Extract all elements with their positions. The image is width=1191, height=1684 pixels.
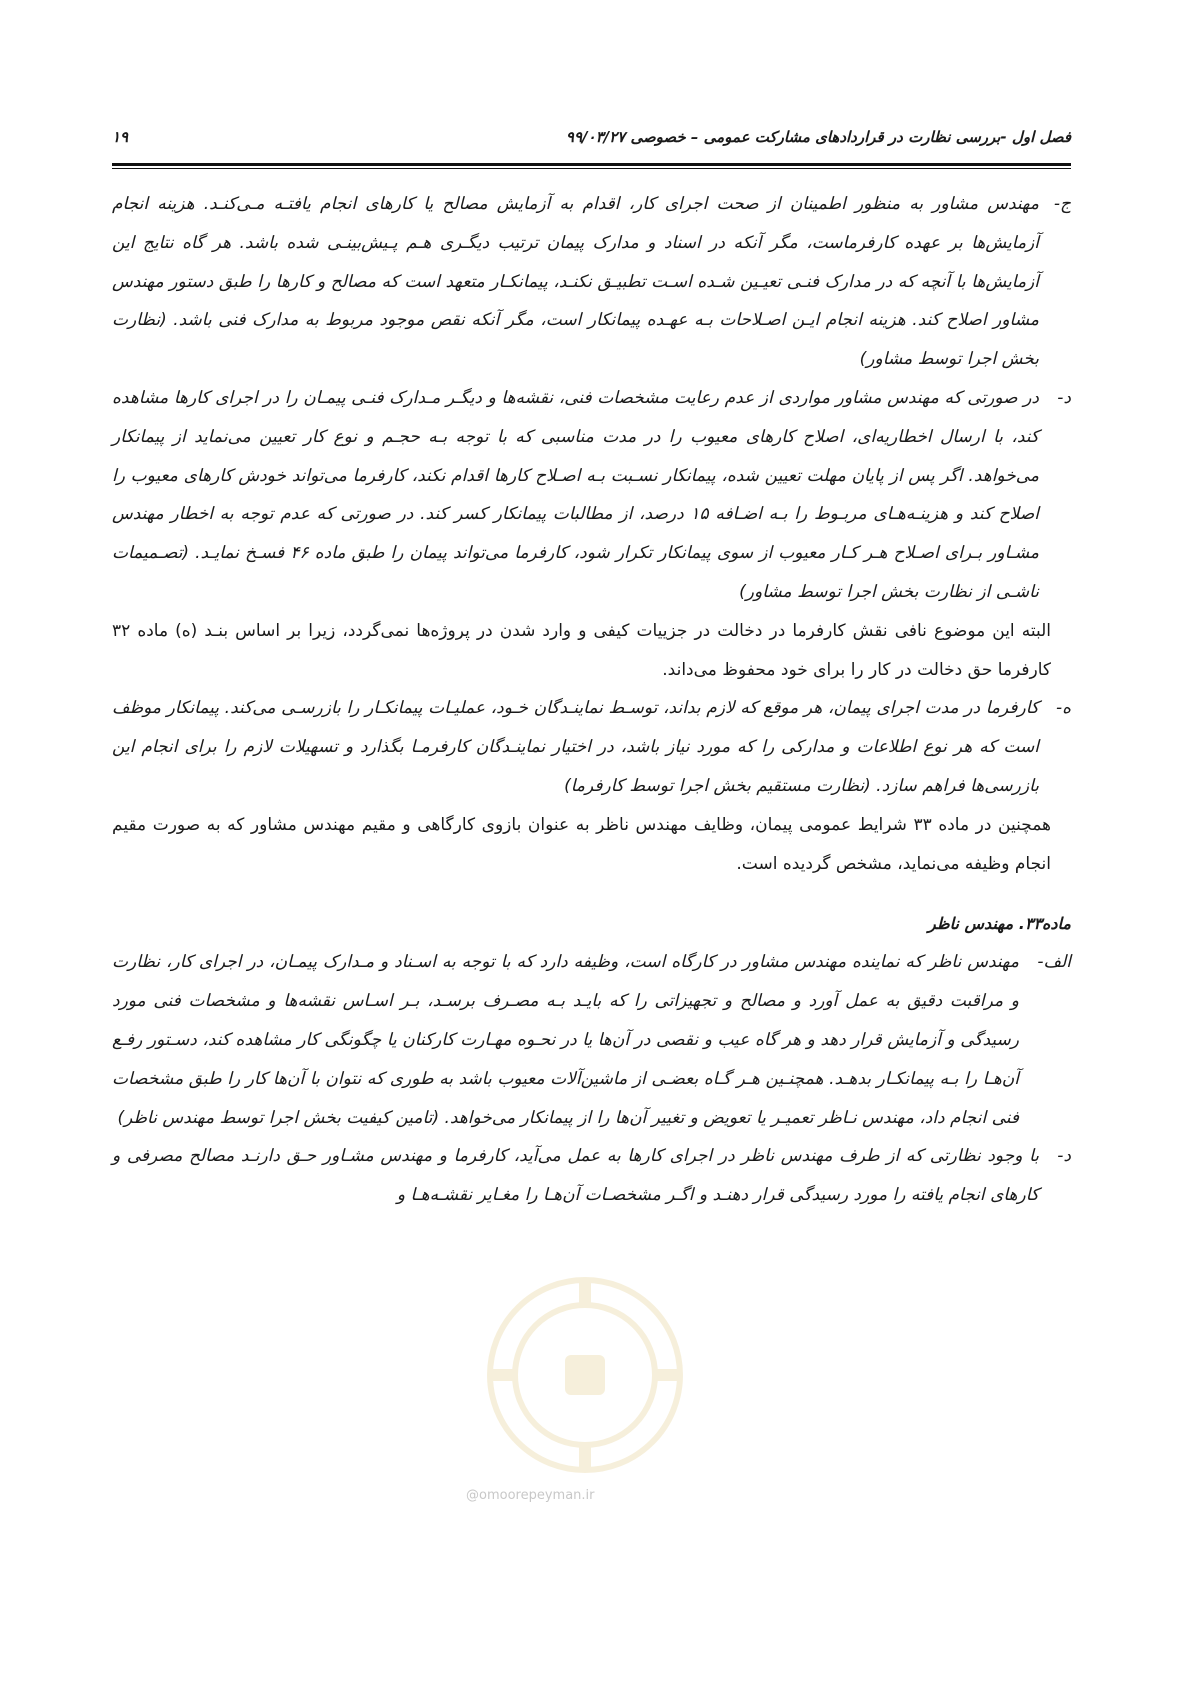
- clause-d-first: [112, 379, 1071, 612]
- main-content: [112, 185, 1071, 1215]
- header-rule-thin: [112, 168, 1071, 169]
- clause-marker: الف-: [1037, 952, 1071, 973]
- clause-marker: ه-: [1055, 698, 1071, 719]
- clause-marker: د-: [1057, 387, 1071, 408]
- clause-text: در صورتی که مهندس مشاور مواردی از عدم رعایت مشخصات فنی، نقشه‌ها و دیگـر مـدارک فنـی پیمـان را در اجرای کارها مشاهده کند، با ارسال اخطاریه‌ای، اصلاح کارهای معیوب را در مدت مناسبی که با توجه بـه حجـم و نوع کار تعیین می‌نماید از پیمانکار می‌خواهد. اگر پس از پایان مهلت تعیین شده، پیمانکار نسـبت بـه اصـلاح کارها اقدام نکند، کارفرما می‌تواند خودش کارهای معیوب را اصلاح کند و هزینـه‌هـای مربـوط را بـه اضـافه ۱۵ درصد، از مطالبات پیمانکار کسر کند. در صورتی که عدم توجه به اخطار مهندس مشـاور بـرای اصـلاح هـر کـار معیوب از سوی پیمانکار تکرار شود، کارفرما می‌تواند پیمان را طبق ماده ۴۶ فسـخ نمایـد. (تصـمیمات ناشـی از نظارت بخش اجرا توسط مشاور): [112, 387, 1039, 602]
- clause-text: مهندس مشاور به منظور اطمینان از صحت اجرای کار، اقدام به آزمایش مصالح یا کارهای انجام یافتـه مـی‌کنـد. هزینه انجام آزمایش‌ها بر عهده کارفرماست، مگر آنکه در اسناد و مدارک پیمان ترتیب دیگـری هـم پـیش‌بینـی شده باشد. هر گاه نتایج این آزمایش‌ها با آنچه که در مدارک فنـی تعیـین شـده اسـت تطبیـق نکنـد، پیمانکـار متعهد است که مصالح و کارها را طبق دستور مهندس مشاور اصلاح کند. هزینه انجام ایـن اصـلاحات بـه عهـده پیمانکار است، مگر آنکه نقص موجود مربوط به مدارک فنی باشد. (نظارت بخش اجرا توسط مشاور): [112, 194, 1039, 370]
- clause-marker: ج-: [1053, 194, 1071, 214]
- section-heading: ماده۳۳. مهندس ناظر: [928, 914, 1071, 934]
- clause-text: کارفرما در مدت اجرای پیمان، هر موقع که لازم بداند، توسـط نماینـدگان خـود، عملیـات پیمانکـار را بازرسـی می‌کند. پیمانکار موظف است که هر نوع اطلاعات و مدارکی را که مورد نیاز باشد، در اختیار نماینـدگان کارفرمـا بگذارد و تسهیلات لازم را برای انجام این بازرسی‌ها فراهم سازد. (نظارت مستقیم بخش اجرا توسط کارفرما): [112, 698, 1039, 796]
- clause-d-second: [112, 1137, 1071, 1215]
- clause-h: [112, 689, 1071, 805]
- page-header: [112, 128, 1071, 158]
- clause-text: مهندس ناظر که نماینده مهندس مشاور در کارگاه است، وظیفه دارد که با توجه به اسـناد و مـدارک پیمـان، در اجرای کار، نظارت و مراقبت دقیق به عمل آورد و مصالح و تجهیزاتی را که بایـد بـه مصـرف برسـد، بـر اسـاس نقشه‌ها و مشخصات فنی مورد رسیدگی و آزمایش قرار دهد و هر گاه عیب و نقصی در آن‌ها یا در نحـوه مهـارت کارکنان یا چگونگی کار مشاهده کند، دسـتور رفـع آن‌هـا را بـه پیمانکـار بدهـد. همچنـین هـر گـاه بعضـی از ماشین‌آلات معیوب باشد به طوری که نتوان با آن‌ها کار را طبق مشخصات فنی انجام داد، مهندس نـاظر تعمیـر یا تعویض و تغییر آن‌ها را از پیمانکار می‌خواهد. (تامین کیفیت بخش اجرا توسط مهندس ناظر): [112, 952, 1019, 1128]
- seal-logo-icon: [455, 1260, 715, 1500]
- clause-j: [112, 185, 1071, 379]
- header-rule: [112, 163, 1071, 166]
- clause-marker: د-: [1057, 1146, 1071, 1167]
- page-number: ۱۹: [112, 128, 129, 146]
- clause-alef: [112, 943, 1071, 1137]
- paragraph-article33-intro: همچنین در ماده ۳۳ شرایط عمومی پیمان، وظایف مهندس ناظر به عنوان بازوی کارگاهی و مقیم مهندس مشاور که به صورت مقیم انجام وظیفه می‌نماید، مشخص گردیده است.: [112, 814, 1051, 874]
- paragraph-note: البته این موضوع نافی نقش کارفرما در دخالت در جزییات کیفی و وارد شدن در پروژه‌ها نمی‌گردد، زیرا بر اساس بنـد (ه) ماده ۳۲ کارفرما حق دخالت در کار را برای خود محفوظ می‌داند.: [112, 620, 1051, 680]
- watermark-url: @omoorepeyman.ir: [466, 1488, 595, 1503]
- at-sign-icon: @: [466, 1488, 479, 1503]
- clause-text: با وجود نظارتی که از طرف مهندس ناظر در اجرای کارها به عمل می‌آید، کارفرما و مهندس مشـاور حـق دارنـد مصالح مصرفی و کارهای انجام یافته را مورد رسیدگی قرار دهنـد و اگـر مشخصـات آن‌هـا را مغـایر نقشـه‌هـا و: [112, 1146, 1039, 1206]
- header-title: فصل اول -بررسی نظارت در قراردادهای مشارکت عمومی – خصوصی ۹۹/۰۳/۲۷: [565, 128, 1071, 146]
